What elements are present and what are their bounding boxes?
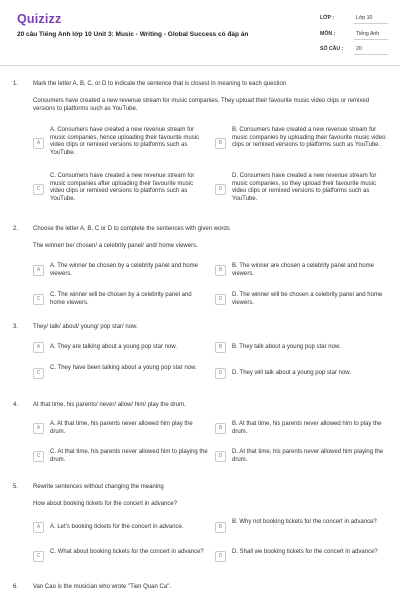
option-letter-badge: B [215, 138, 226, 149]
option-text: D. The winner will be chosen a celebrity panel and home viewers. [232, 292, 383, 306]
option-text: B. At that time, his parents never allowed him to play the drum. [232, 421, 382, 435]
question-number: 5. [13, 484, 19, 490]
page-title: 20 câu Tiếng Anh lớp 10 Unit 3: Music - Writing - Global Success có đáp án [17, 31, 249, 38]
option-letter-badge: C [33, 368, 44, 379]
question-number: 2. [13, 226, 19, 232]
option-text: D. Shall we booking tickets for the concert in advance? [232, 549, 378, 555]
option-letter-badge: B [215, 423, 226, 434]
question-prompt: They/ talk/ about/ young/ pop star/ now. [33, 324, 138, 330]
meta-divider [354, 54, 388, 55]
option-letter-badge: D [215, 184, 226, 195]
quizizz-logo[interactable]: Quizizz [17, 12, 62, 26]
option-text: A. Consumers have created a new revenue stream for music companies, hence uploading their favourite music video clips or remixed versions to platforms such as YouTube. [50, 127, 200, 156]
option-text: C. The winner will be chosen by a celebrity panel and home viewers. [50, 292, 192, 306]
option-letter-badge: A [33, 423, 44, 434]
meta-divider [354, 39, 388, 40]
option-text: B. Why not booking tickets for the concert in advance? [232, 519, 377, 525]
option-text: D. At that time, his parents never allowed him playing the drum. [232, 449, 384, 463]
option-text: A. The winner be chosen by a celebrity panel and home viewers. [50, 263, 198, 277]
meta-class-value: Lớp 10 [356, 15, 373, 21]
option-letter-badge: C [33, 551, 44, 562]
option-text: D. Consumers have created a new revenue stream for music companies, so they upload their favourite music video clips or remixed versions to platforms such as YouTube. [232, 173, 377, 202]
option-text: A. They are talking about a young pop star now. [50, 344, 177, 350]
option-text: C. At that time, his parents never allowed him to playing the drum. [50, 449, 208, 463]
question-prompt: Van Cao is the musician who wrote "Tien Quan Ca". [33, 584, 171, 590]
question-prompt: At that time, his parents/ never/ allow/ him/ play the drum. [33, 402, 186, 408]
question-number: 1. [13, 81, 19, 87]
meta-count-label: SỐ CÂU : [320, 46, 344, 52]
option-letter-badge: C [33, 451, 44, 462]
meta-count-value: 20 [356, 46, 362, 52]
option-letter-badge: C [33, 294, 44, 305]
option-text: C. Consumers have created a new revenue stream for music companies after uploading their favourite music video clips or remixed versions to platforms such as YouTube. [50, 173, 195, 202]
option-letter-badge: A [33, 138, 44, 149]
meta-divider [354, 23, 388, 24]
option-text: A. At that time, his parents never allowed him play the drum. [50, 421, 193, 435]
option-letter-badge: A [33, 522, 44, 533]
option-letter-badge: D [215, 294, 226, 305]
question-prompt: Rewrite sentences without changing the meaning [33, 484, 164, 490]
option-text: A. Let's booking tickets for the concert in advance. [50, 524, 184, 530]
question-prompt: Choose the letter A, B, C or D to complete the sentences with given words [33, 226, 230, 232]
option-letter-badge: A [33, 342, 44, 353]
question-number: 3. [13, 324, 19, 330]
option-letter-badge: B [215, 342, 226, 353]
meta-class-label: LỚP : [320, 15, 335, 21]
option-text: D. They will talk about a young pop star now. [232, 370, 351, 376]
meta-subject-label: MÔN : [320, 31, 336, 37]
option-text: B. They talk about a young pop star now. [232, 344, 341, 350]
question-context: How about booking tickets for the concert in advance? [33, 501, 178, 507]
option-letter-badge: B [215, 522, 226, 533]
option-letter-badge: C [33, 184, 44, 195]
option-letter-badge: B [215, 265, 226, 276]
option-text: C. What about booking tickets for the concert in advance? [50, 549, 204, 555]
option-text: B. Consumers have created a new revenue stream for music companies by uploading their favourite music video clips or remixed versions to platforms such as YouTube. [232, 127, 386, 148]
question-number: 4. [13, 402, 19, 408]
worksheet-header [0, 0, 400, 66]
option-text: C. They have been talking about a young pop star now. [50, 365, 197, 371]
option-text: B. The winner are chosen a celebrity panel and home viewers. [232, 263, 374, 277]
question-prompt: Mark the letter A, B, C, or D to indicate the sentence that is closest in meaning to each question [33, 81, 287, 87]
meta-subject-value: Tiếng Anh [356, 31, 380, 37]
option-letter-badge: A [33, 265, 44, 276]
question-number: 6. [13, 584, 19, 590]
question-context: The winner/ be/ chosen/ a celebrity panel/ and/ home viewers. [33, 243, 198, 249]
question-context: Consumers have created a new revenue stream for music companies. They upload their favourite music video clips or remixed versions to platforms such as YouTube. [33, 98, 370, 112]
option-letter-badge: D [215, 551, 226, 562]
option-letter-badge: D [215, 451, 226, 462]
option-letter-badge: D [215, 368, 226, 379]
